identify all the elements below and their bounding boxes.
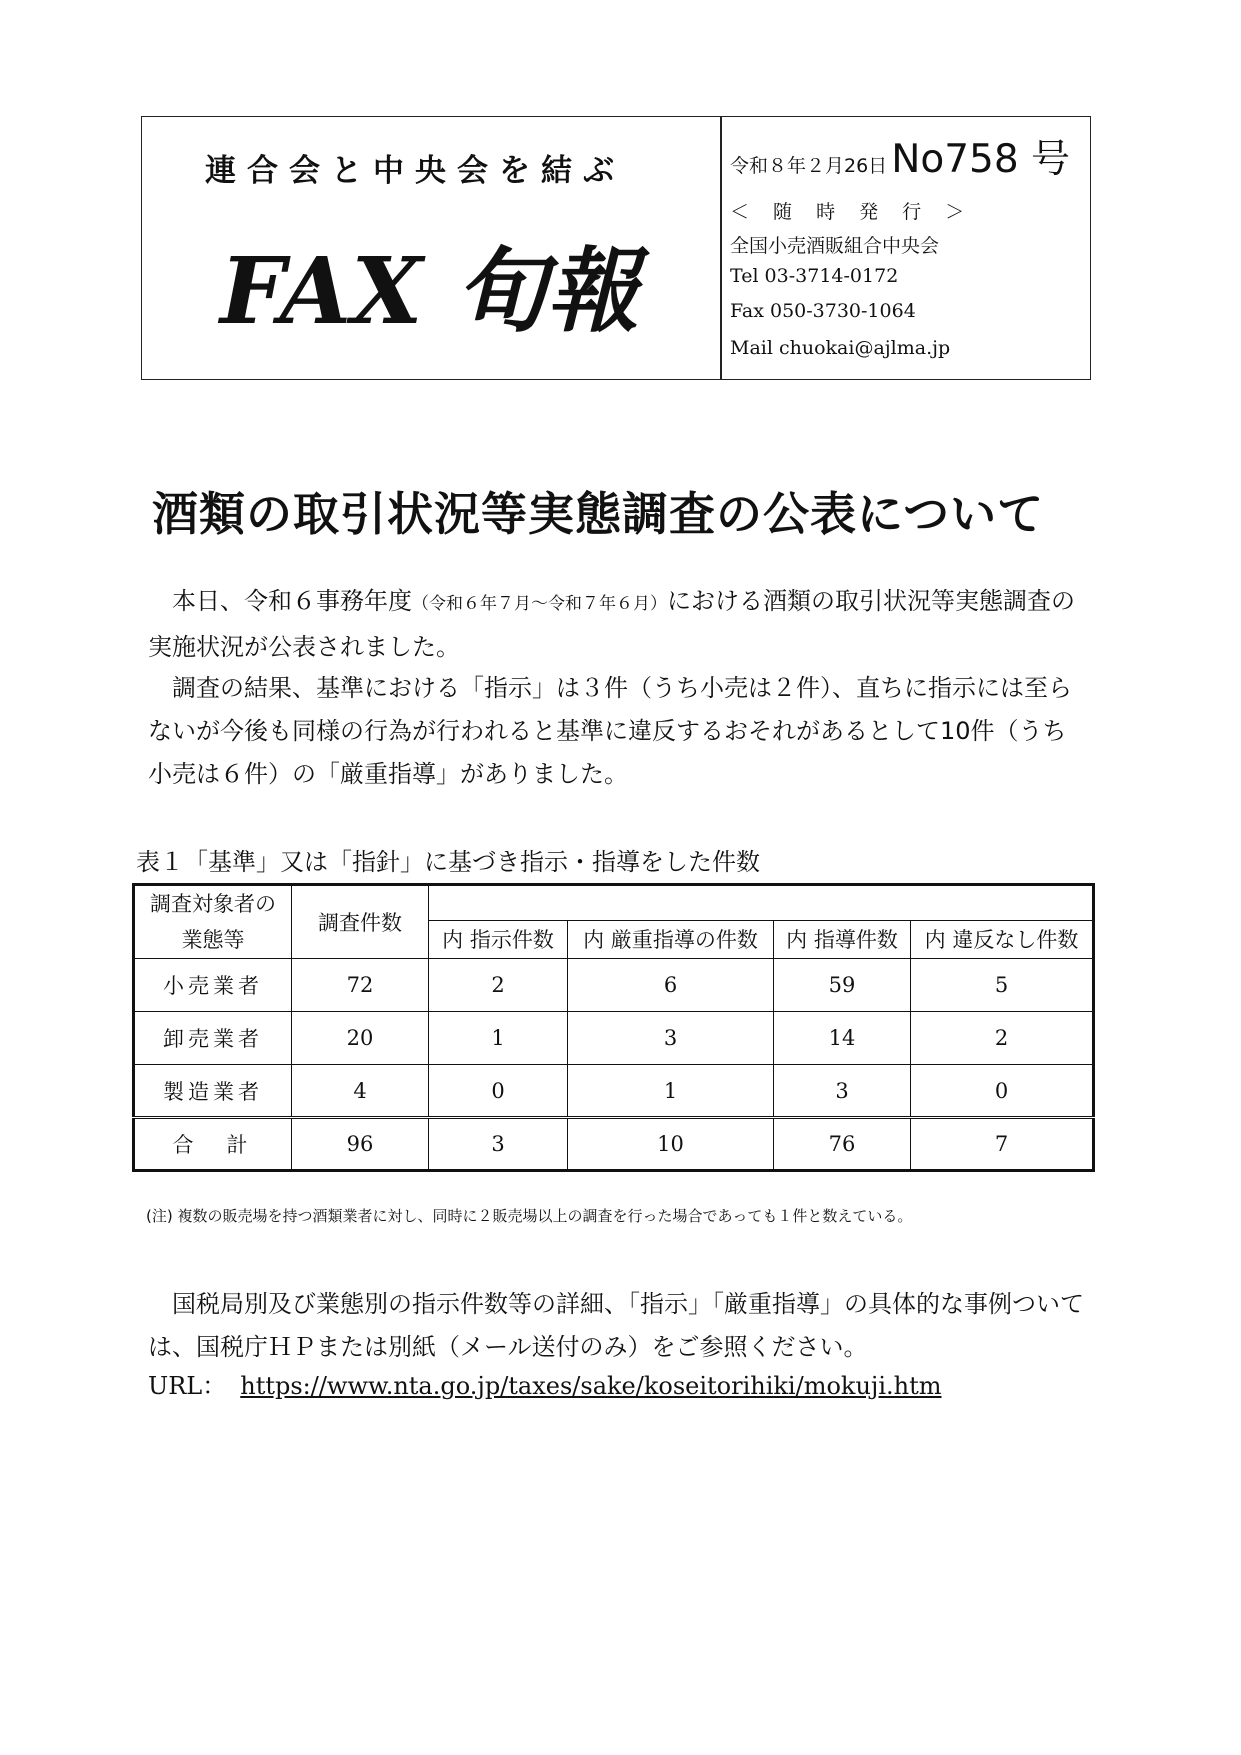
paragraph-1 xyxy=(148,580,1088,669)
cell-strict-guidance: 3 xyxy=(568,1012,774,1065)
organization-name: 全国小売酒販組合中央会 xyxy=(730,235,940,257)
issue-number: No758 号 xyxy=(891,137,1071,182)
issue-date: 令和８年２月26日 xyxy=(730,155,888,177)
header-no-violation: 内 違反なし件数 xyxy=(911,920,1094,958)
row-label: 卸売業者 xyxy=(134,1012,292,1065)
header-guidance: 内 指導件数 xyxy=(774,920,911,958)
header-strict-guidance: 内 厳重指導の件数 xyxy=(568,920,774,958)
contact-mail: Mail chuokai@ajlma.jp xyxy=(730,337,951,359)
survey-results-table xyxy=(132,883,1095,1172)
cell-instructions: 1 xyxy=(429,1012,568,1065)
cell-no-violation: 0 xyxy=(911,1065,1094,1118)
row-label: 小売業者 xyxy=(134,959,292,1012)
cell-instructions: 2 xyxy=(429,959,568,1012)
header-business-type-line2: 業態等 xyxy=(181,928,245,952)
paragraph-1-period: （令和６年７月～令和７年６月） xyxy=(412,594,667,614)
total-instructions: 3 xyxy=(429,1118,568,1171)
cell-survey-count: 20 xyxy=(292,1012,429,1065)
cell-strict-guidance: 1 xyxy=(568,1065,774,1118)
header-group-blank xyxy=(429,885,1094,921)
header-divider xyxy=(720,116,722,380)
total-guidance: 76 xyxy=(774,1118,911,1171)
header-business-type-line1: 調査対象者の xyxy=(150,892,276,916)
total-strict-guidance: 10 xyxy=(568,1118,774,1171)
paragraph-3: 国税局別及び業態別の指示件数等の詳細、「指示」「厳重指導」の具体的な事例ついては、国税庁ＨＰまたは別紙（メール送付のみ）をご参照ください。 xyxy=(148,1290,1084,1361)
header-instructions: 内 指示件数 xyxy=(429,920,568,958)
url-line xyxy=(148,1366,942,1401)
cell-guidance: 3 xyxy=(774,1065,911,1118)
cell-survey-count: 72 xyxy=(292,959,429,1012)
nta-url-link[interactable]: https://www.nta.go.jp/taxes/sake/koseitorihiki/mokuji.htm xyxy=(240,1372,942,1400)
total-no-violation: 7 xyxy=(911,1118,1094,1171)
newsletter-title: FAX 旬報 xyxy=(220,237,639,345)
paragraph-2: 調査の結果、基準における「指示」は３件（うち小売は２件）、直ちに指示には至らないが今後も同様の行為が行われると基準に違反するおそれがあるとして10件（うち小売は６件）の「厳重指導」がありました。 xyxy=(148,674,1072,788)
table-row xyxy=(134,1065,1094,1118)
paragraph-1-text-a: 本日、令和６事務年度 xyxy=(172,587,412,615)
publication-frequency: ＜ 随 時 発 行 ＞ xyxy=(730,201,974,223)
table-total-row xyxy=(134,1118,1094,1171)
url-label: URL： xyxy=(148,1372,227,1400)
table-header-row xyxy=(134,885,1094,921)
article-headline: 酒類の取引状況等実態調査の公表について xyxy=(152,487,1045,541)
cell-strict-guidance: 6 xyxy=(568,959,774,1012)
contact-tel: Tel 03-3714-0172 xyxy=(730,265,899,287)
header-business-type xyxy=(134,885,292,959)
paragraph-1-text-b: における酒類の取引状況等実態調査の実施状況が公表されました。 xyxy=(148,587,1075,661)
cell-guidance: 14 xyxy=(774,1012,911,1065)
cell-no-violation: 5 xyxy=(911,959,1094,1012)
table-row xyxy=(134,1012,1094,1065)
table-note: (注) 複数の販売場を持つ酒類業者に対し、同時に２販売場以上の調査を行った場合であっても１件と数えている。 xyxy=(146,1207,913,1225)
header-slogan: 連合会と中央会を結ぶ xyxy=(205,153,625,189)
cell-survey-count: 4 xyxy=(292,1065,429,1118)
table-row xyxy=(134,959,1094,1012)
cell-instructions: 0 xyxy=(429,1065,568,1118)
contact-fax: Fax 050-3730-1064 xyxy=(730,300,916,322)
issue-line xyxy=(730,128,1070,184)
header-survey-count: 調査件数 xyxy=(292,885,429,959)
table-caption: 表１「基準」又は「指針」に基づき指示・指導をした件数 xyxy=(136,848,760,876)
total-survey-count: 96 xyxy=(292,1118,429,1171)
cell-no-violation: 2 xyxy=(911,1012,1094,1065)
row-label: 製造業者 xyxy=(134,1065,292,1118)
cell-guidance: 59 xyxy=(774,959,911,1012)
total-label: 合 計 xyxy=(134,1118,292,1171)
